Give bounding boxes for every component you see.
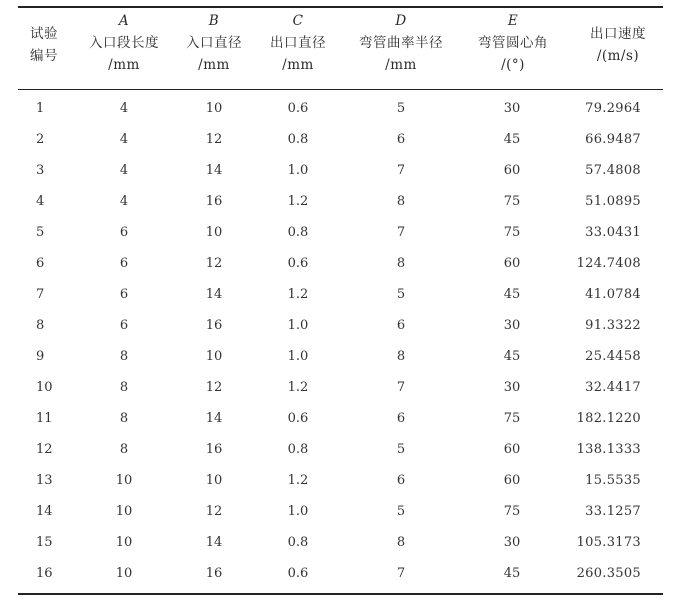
cell-factor-b: 12 [205,504,223,519]
cell-factor-b: 14 [205,411,223,426]
cell-factor-b: 10 [205,101,223,116]
cell-factor-c: 1.0 [287,163,309,178]
header-e-symbol: E [507,13,519,29]
header-a-name: 入口段长度 [89,35,159,51]
cell-factor-d: 8 [396,535,406,550]
cell-outlet-velocity: 25.4458 [585,349,641,364]
table-top-rule [18,6,663,8]
header-c-name: 出口直径 [270,35,326,51]
cell-trial-number: 11 [36,411,53,426]
table-bottom-rule [18,593,663,595]
cell-outlet-velocity: 260.3505 [576,566,641,581]
header-velocity-line1: 出口速度 [590,26,646,42]
cell-outlet-velocity: 15.5535 [585,473,641,488]
table-row [0,155,678,186]
cell-factor-a: 10 [115,566,133,581]
table-row [0,248,678,279]
cell-factor-e: 60 [503,473,521,488]
cell-factor-b: 16 [205,318,223,333]
cell-factor-b: 12 [205,132,223,147]
cell-factor-c: 1.2 [287,380,309,395]
header-b-symbol: B [208,13,220,29]
table-header-rule [18,89,663,90]
header-trial-line1: 试验 [30,26,58,42]
cell-factor-e: 75 [503,411,521,426]
header-e-name: 弯管圆心角 [478,35,548,51]
cell-factor-b: 10 [205,473,223,488]
cell-factor-c: 0.6 [287,411,309,426]
cell-factor-e: 75 [503,194,521,209]
cell-factor-a: 4 [119,101,129,116]
table-row [0,434,678,465]
cell-factor-e: 60 [503,163,521,178]
cell-outlet-velocity: 51.0895 [585,194,641,209]
cell-factor-e: 45 [503,566,521,581]
table-row [0,310,678,341]
cell-factor-e: 45 [503,287,521,302]
cell-factor-c: 0.6 [287,566,309,581]
cell-trial-number: 13 [36,473,53,488]
cell-factor-c: 0.8 [287,132,309,147]
cell-factor-a: 4 [119,132,129,147]
cell-factor-a: 6 [119,225,129,240]
cell-trial-number: 8 [36,318,45,333]
cell-factor-d: 7 [396,380,406,395]
cell-factor-c: 1.2 [287,287,309,302]
cell-factor-a: 10 [115,473,133,488]
header-factor-e [463,10,563,88]
cell-factor-e: 30 [503,380,521,395]
header-b-unit: /mm [198,57,230,73]
cell-trial-number: 14 [36,504,53,519]
cell-factor-a: 6 [119,256,129,271]
cell-trial-number: 16 [36,566,53,581]
cell-outlet-velocity: 91.3322 [585,318,641,333]
cell-outlet-velocity: 41.0784 [585,287,641,302]
header-a-symbol: A [118,13,130,29]
cell-outlet-velocity: 124.7408 [576,256,641,271]
table-row [0,217,678,248]
cell-factor-c: 0.6 [287,256,309,271]
cell-factor-e: 75 [503,225,521,240]
cell-outlet-velocity: 79.2964 [585,101,641,116]
table-row [0,93,678,124]
cell-outlet-velocity: 32.4417 [585,380,641,395]
cell-trial-number: 7 [36,287,45,302]
header-d-unit: /mm [385,57,417,73]
cell-factor-c: 1.0 [287,504,309,519]
cell-factor-c: 1.0 [287,349,309,364]
cell-factor-b: 10 [205,225,223,240]
cell-factor-d: 5 [396,101,406,116]
cell-factor-e: 30 [503,535,521,550]
cell-outlet-velocity: 138.1333 [576,442,641,457]
cell-factor-c: 0.8 [287,535,309,550]
cell-factor-c: 0.8 [287,225,309,240]
cell-factor-d: 5 [396,442,406,457]
cell-factor-e: 45 [503,349,521,364]
header-d-name: 弯管曲率半径 [359,35,443,51]
cell-factor-d: 5 [396,504,406,519]
cell-outlet-velocity: 57.4808 [585,163,641,178]
cell-outlet-velocity: 182.1220 [576,411,641,426]
table-row [0,465,678,496]
cell-factor-b: 16 [205,194,223,209]
cell-factor-c: 0.8 [287,442,309,457]
cell-trial-number: 3 [36,163,45,178]
header-factor-a [78,10,170,88]
cell-factor-c: 1.0 [287,318,309,333]
table-row [0,279,678,310]
cell-factor-d: 6 [396,473,406,488]
header-factor-b [176,10,252,88]
cell-factor-a: 10 [115,504,133,519]
cell-factor-d: 7 [396,225,406,240]
table-row [0,403,678,434]
cell-factor-b: 16 [205,442,223,457]
cell-factor-b: 14 [205,535,223,550]
table-row [0,341,678,372]
header-c-unit: /mm [282,57,314,73]
header-factor-d [343,10,459,88]
header-d-symbol: D [395,13,407,29]
header-e-unit: /(°) [501,57,525,73]
cell-factor-d: 7 [396,566,406,581]
cell-factor-a: 4 [119,194,129,209]
cell-outlet-velocity: 33.1257 [585,504,641,519]
header-factor-c [258,10,338,88]
cell-factor-a: 6 [119,287,129,302]
cell-factor-a: 8 [119,349,129,364]
cell-trial-number: 5 [36,225,45,240]
cell-factor-e: 60 [503,256,521,271]
cell-factor-e: 30 [503,318,521,333]
cell-factor-a: 4 [119,163,129,178]
table-row [0,496,678,527]
table-row [0,124,678,155]
cell-factor-c: 1.2 [287,473,309,488]
cell-trial-number: 15 [36,535,53,550]
cell-outlet-velocity: 66.9487 [585,132,641,147]
cell-trial-number: 1 [36,101,45,116]
cell-factor-d: 7 [396,163,406,178]
cell-factor-e: 45 [503,132,521,147]
cell-factor-b: 14 [205,287,223,302]
header-a-unit: /mm [108,57,140,73]
cell-factor-b: 12 [205,380,223,395]
cell-factor-b: 14 [205,163,223,178]
header-trial-line2: 编号 [30,48,58,64]
cell-factor-c: 1.2 [287,194,309,209]
cell-factor-c: 0.6 [287,101,309,116]
cell-trial-number: 2 [36,132,45,147]
cell-factor-d: 6 [396,132,406,147]
table-row [0,372,678,403]
header-velocity-line2: /(m/s) [596,48,640,64]
cell-factor-d: 6 [396,318,406,333]
cell-trial-number: 6 [36,256,45,271]
cell-factor-d: 6 [396,411,406,426]
cell-outlet-velocity: 33.0431 [585,225,641,240]
cell-factor-d: 5 [396,287,406,302]
cell-factor-b: 10 [205,349,223,364]
cell-trial-number: 9 [36,349,45,364]
cell-factor-d: 8 [396,256,406,271]
cell-factor-b: 16 [205,566,223,581]
cell-trial-number: 10 [36,380,53,395]
table-row [0,186,678,217]
cell-factor-a: 8 [119,411,129,426]
cell-factor-e: 30 [503,101,521,116]
cell-factor-d: 8 [396,194,406,209]
table-row [0,527,678,558]
cell-factor-e: 75 [503,504,521,519]
cell-trial-number: 4 [36,194,45,209]
cell-trial-number: 12 [36,442,53,457]
cell-factor-a: 8 [119,442,129,457]
header-b-name: 入口直径 [186,35,242,51]
table-row [0,558,678,589]
cell-factor-a: 8 [119,380,129,395]
cell-factor-b: 12 [205,256,223,271]
cell-factor-a: 10 [115,535,133,550]
cell-factor-e: 60 [503,442,521,457]
cell-factor-d: 8 [396,349,406,364]
cell-outlet-velocity: 105.3173 [576,535,641,550]
header-c-symbol: C [292,13,304,29]
cell-factor-a: 6 [119,318,129,333]
